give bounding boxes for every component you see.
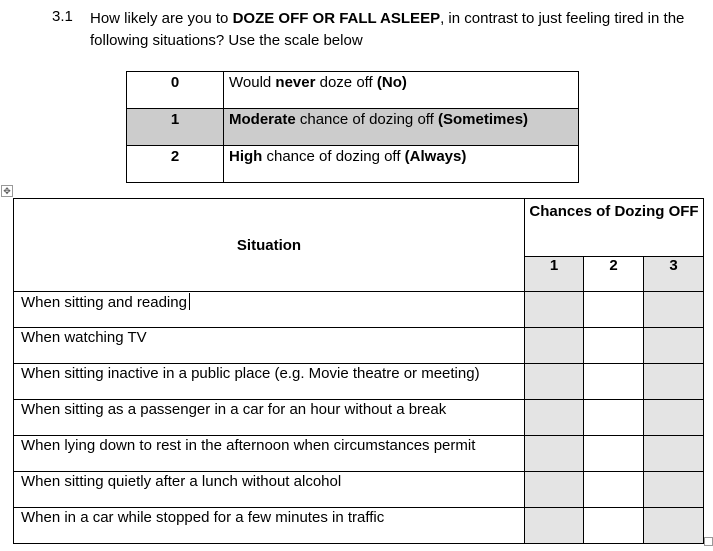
score-cell-1[interactable]: [525, 436, 584, 472]
text-cursor: [189, 293, 190, 310]
table-row: [14, 364, 704, 400]
score-cell-3[interactable]: [644, 436, 704, 472]
table-resize-handle-icon[interactable]: [704, 537, 713, 546]
scale-row-0: [127, 72, 579, 109]
chances-header: Chances of Dozing OFF: [525, 199, 704, 257]
situation-table: [13, 198, 704, 544]
scale-row-1: [127, 109, 579, 146]
score-cell-3[interactable]: [644, 328, 704, 364]
situation-cell[interactable]: When sitting quietly after a lunch without alcohol: [14, 472, 525, 508]
score-cell-3[interactable]: [644, 364, 704, 400]
score-cell-2[interactable]: [584, 508, 644, 544]
scale-row-2: [127, 146, 579, 183]
situation-cell[interactable]: When lying down to rest in the afternoon when circumstances permit: [14, 436, 525, 472]
situation-cell[interactable]: When sitting and reading: [14, 292, 525, 328]
score-cell-3[interactable]: [644, 472, 704, 508]
score-cell-3[interactable]: [644, 400, 704, 436]
score-col-1: 1: [525, 257, 584, 292]
situation-cell[interactable]: When sitting as a passenger in a car for an hour without a break: [14, 400, 525, 436]
score-cell-2[interactable]: [584, 472, 644, 508]
situation-header: Situation: [14, 199, 525, 292]
scale-value: 0: [127, 72, 224, 109]
table-row: [14, 292, 704, 328]
score-cell-2[interactable]: [584, 400, 644, 436]
score-cell-1[interactable]: [525, 292, 584, 328]
table-row: [14, 436, 704, 472]
situation-cell[interactable]: When watching TV: [14, 328, 525, 364]
scale-description: Moderate chance of dozing off (Sometimes): [224, 109, 579, 146]
score-cell-2[interactable]: [584, 364, 644, 400]
score-col-3: 3: [644, 257, 704, 292]
score-cell-1[interactable]: [525, 472, 584, 508]
score-cell-3[interactable]: [644, 508, 704, 544]
question-number: 3.1: [52, 8, 73, 25]
question-text: How likely are you to DOZE OFF OR FALL ASLEEP, in contrast to just feeling tired in the following situations? Use the scale below: [90, 10, 685, 49]
score-cell-2[interactable]: [584, 328, 644, 364]
situation-cell[interactable]: When sitting inactive in a public place (e.g. Movie theatre or meeting): [14, 364, 525, 400]
score-cell-3[interactable]: [644, 292, 704, 328]
table-row: [14, 508, 704, 544]
score-cell-1[interactable]: [525, 328, 584, 364]
scale-value: 2: [127, 146, 224, 183]
score-cell-1[interactable]: [525, 364, 584, 400]
score-cell-1[interactable]: [525, 508, 584, 544]
situation-cell[interactable]: When in a car while stopped for a few minutes in traffic: [14, 508, 525, 544]
table-row: [14, 472, 704, 508]
scale-value: 1: [127, 109, 224, 146]
table-row: [14, 328, 704, 364]
table-move-handle-icon[interactable]: ✥: [1, 185, 13, 197]
score-cell-2[interactable]: [584, 292, 644, 328]
table-row: [14, 400, 704, 436]
score-cell-1[interactable]: [525, 400, 584, 436]
score-col-2: 2: [584, 257, 644, 292]
score-cell-2[interactable]: [584, 436, 644, 472]
scale-description: High chance of dozing off (Always): [224, 146, 579, 183]
scale-description: Would never doze off (No): [224, 72, 579, 109]
scale-table: [126, 71, 579, 183]
